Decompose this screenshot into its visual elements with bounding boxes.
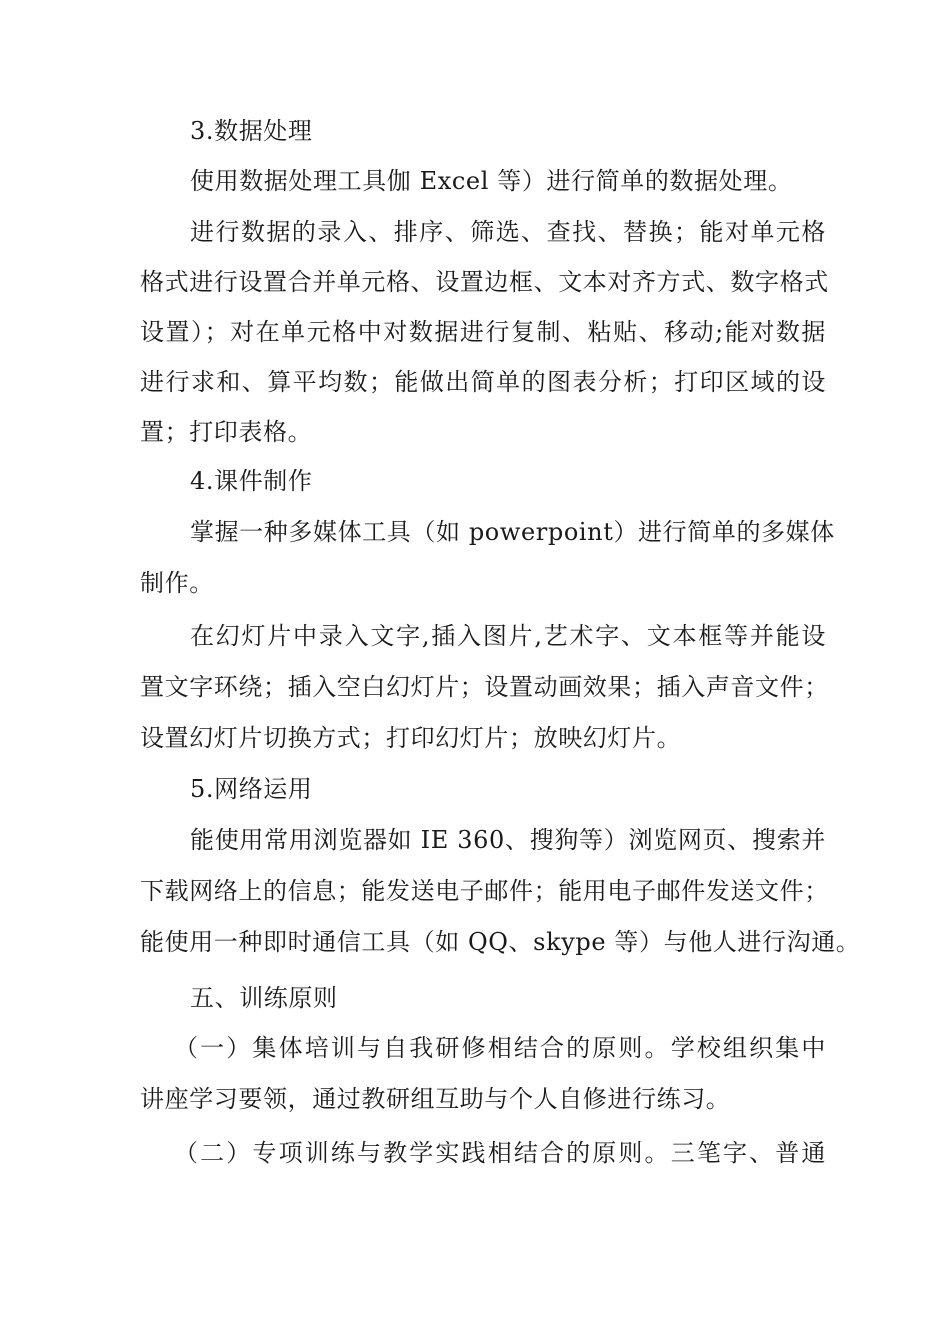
principle-2-line-1: （二）专项训练与教学实践相结合的原则。三笔字、普通 (174, 1139, 826, 1167)
section-4-line-2: 置文字环绕；插入空白幻灯片；设置动画效果；插入声音文件； (140, 673, 829, 701)
principle-1-line-2: 讲座学习要领，通过教研组互助与个人自修进行练习。 (140, 1085, 731, 1113)
section-4-heading: 4.课件制作 (190, 467, 313, 495)
principle-1-line-1: （一）集体培训与自我研修相结合的原则。学校组织集中 (174, 1034, 826, 1062)
section-3-heading: 3.数据处理 (190, 117, 313, 145)
section-4-line-3: 设置幻灯片切换方式；打印幻灯片；放映幻灯片。 (140, 724, 682, 752)
section-4-intro-line-2: 制作。 (140, 569, 214, 597)
section-3-line-4: 进行求和、算平均数；能做出简单的图表分析；打印区域的设 (140, 368, 826, 396)
section-3-line-2: 格式进行设置合并单元格、设置边框、文本对齐方式、数字格式 (140, 268, 829, 296)
section-3-line-3: 设置）；对在单元格中对数据进行复制、粘贴、移动;能对数据 (140, 318, 826, 346)
training-principles-heading: 五、训练原则 (190, 984, 338, 1012)
section-3-line-1: 进行数据的录入、排序、筛选、查找、替换；能对单元格 (190, 218, 826, 246)
section-4-intro-line-1: 掌握一种多媒体工具（如 powerpoint）进行简单的多媒体 (190, 518, 835, 546)
section-5-heading: 5.网络运用 (190, 775, 313, 803)
section-4-line-1: 在幻灯片中录入文字,插入图片,艺术字、文本框等并能设 (190, 622, 826, 650)
section-5-line-1: 能使用常用浏览器如 IE 360、搜狗等）浏览网页、搜索并 (190, 826, 826, 854)
section-3-intro: 使用数据处理工具伽 Excel 等）进行简单的数据处理。 (190, 167, 793, 195)
section-5-line-2: 下载网络上的信息；能发送电子邮件；能用电子邮件发送文件； (140, 877, 829, 905)
section-5-line-3: 能使用一种即时通信工具（如 QQ、skype 等）与他人进行沟通。 (140, 928, 861, 956)
section-3-line-5: 置；打印表格。 (140, 418, 313, 446)
